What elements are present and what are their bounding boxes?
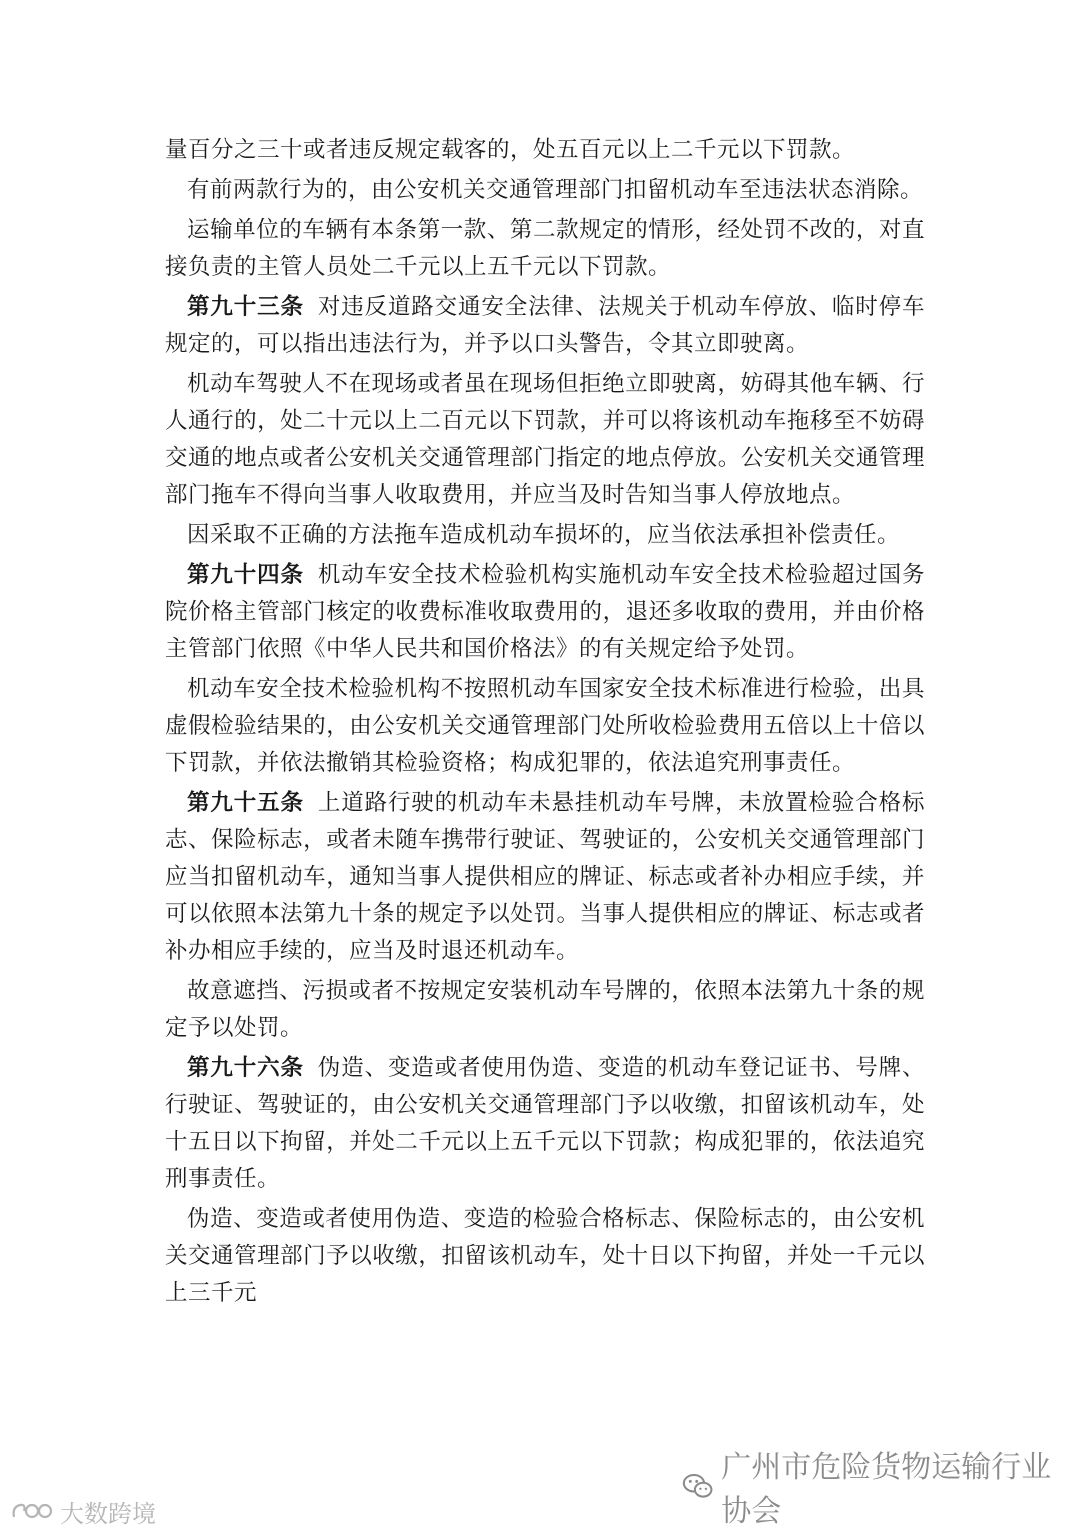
paragraph-text: 因采取不正确的方法拖车造成机动车损坏的，应当依法承担补偿责任。 [187,522,901,548]
brand-watermark-text: 大数跨境 [60,1500,156,1528]
paragraph-text: 伪造、变造或者使用伪造、变造的机动车登记证书、号牌、行驶证、驾驶证的，由公安机关交通管理部门予以收缴，扣留该机动车，处十五日以下拘留，并处二千元以上五千元以下罚款；构成犯罪的，依法追究刑事责任。 [165,1055,925,1192]
brand-watermark [10,1494,156,1529]
article-number: 第九十六条 [187,1055,304,1081]
paragraph [165,132,925,169]
paragraph [165,517,925,554]
paragraph-text: 机动车安全技术检验机构不按照机动车国家安全技术标准进行检验，出具虚假检验结果的，由公安机关交通管理部门处所收检验费用五倍以上十倍以下罚款，并依法撤销其检验资格；构成犯罪的，依法追究刑事责任。 [165,676,925,776]
paragraph-text: 机动车驾驶人不在现场或者虽在现场但拒绝立即驶离，妨碍其他车辆、行人通行的，处二十元以上二百元以下罚款，并可以将该机动车拖移至不妨碍交通的地点或者公安机关交通管理部门指定的地点停放。公安机关交通管理部门拖车不得向当事人收取费用，并应当及时告知当事人停放地点。 [165,371,925,508]
paragraph-text: 对违反道路交通安全法律、法规关于机动车停放、临时停车规定的，可以指出违法行为，并予以口头警告，令其立即驶离。 [165,294,925,357]
article-paragraph [165,289,925,363]
wechat-watermark [682,1442,1080,1530]
paragraph-text: 有前两款行为的，由公安机关交通管理部门扣留机动车至违法状态消除。 [187,177,924,203]
paragraph [165,973,925,1047]
paragraph-text: 伪造、变造或者使用伪造、变造的检验合格标志、保险标志的，由公安机关交通管理部门予以收缴，扣留该机动车，处十日以下拘留，并处一千元以上三千元 [165,1206,925,1306]
paragraph [165,1201,925,1312]
brand-logo-icon [10,1501,54,1523]
paragraph [165,671,925,782]
article-paragraph [165,785,925,970]
wechat-icon [682,1471,713,1501]
article-number: 第九十三条 [187,294,304,320]
article-number: 第九十四条 [187,562,304,588]
paragraph [165,172,925,209]
paragraph-text: 故意遮挡、污损或者不按规定安装机动车号牌的，依照本法第九十条的规定予以处罚。 [165,978,925,1041]
paragraph-text: 量百分之三十或者违反规定载客的，处五百元以上二千元以下罚款。 [165,137,856,163]
document-body [165,132,925,1315]
paragraph [165,212,925,286]
paragraph-text: 上道路行驶的机动车未悬挂机动车号牌，未放置检验合格标志、保险标志，或者未随车携带行驶证、驾驶证的，公安机关交通管理部门应当扣留机动车，通知当事人提供相应的牌证、标志或者补办相应手续，并可以依照本法第九十条的规定予以处罚。当事人提供相应的牌证、标志或者补办相应手续的，应当及时退还机动车。 [165,790,925,964]
paragraph-text: 运输单位的车辆有本条第一款、第二款规定的情形，经处罚不改的，对直接负责的主管人员处二千元以上五千元以下罚款。 [165,217,925,280]
article-number: 第九十五条 [187,790,304,816]
paragraph-text: 机动车安全技术检验机构实施机动车安全技术检验超过国务院价格主管部门核定的收费标准收取费用的，退还多收取的费用，并由价格主管部门依照《中华人民共和国价格法》的有关规定给予处罚。 [165,562,925,662]
wechat-watermark-text: 广州市危险货物运输行业协会 [721,1450,1052,1529]
article-paragraph [165,1050,925,1198]
article-paragraph [165,557,925,668]
paragraph [165,366,925,514]
